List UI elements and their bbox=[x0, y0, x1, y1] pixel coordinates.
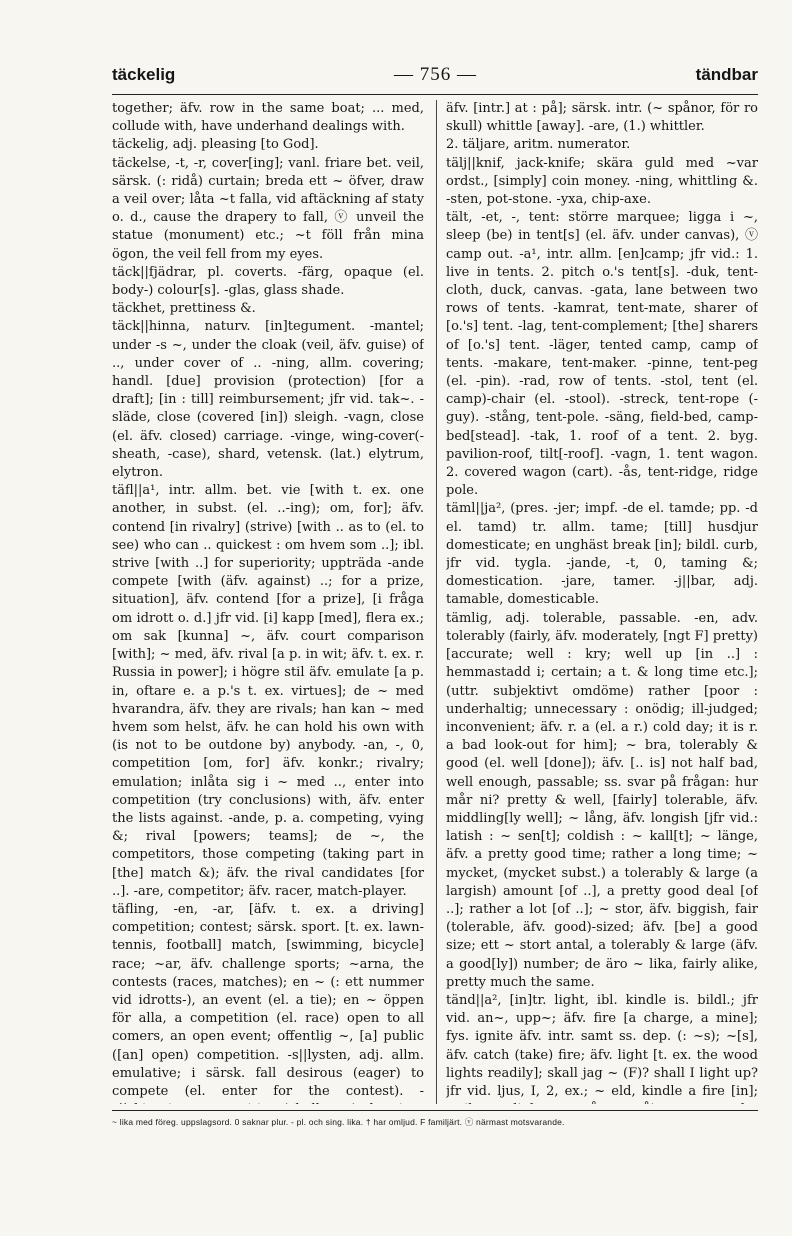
entry-taljknif: tälj||knif, jack-knife; skära guld med ~var ordst., [simply] coin money. -ning, whittling &. -sten, pot-stone. -yxa, chip-axe. bbox=[446, 155, 758, 208]
entry-tafling: täfling, -en, -ar, [äfv. t. ex. a driving] competition; contest; särsk. sport. [t. ex. lawn-tennis, football] match, [swimming, bicycle] race; ~ar, äfv. challenge sports; ~arna, the contests (races, matches); en ~ (: ett nummer vid idrotts-), an event (el. a tie); en ~ öppen för alla, a competition (el. race) open to all comers, an open event; offentlig ~, [a] public ([an] open) competition. -s||lysten, adj. allm. emulative; i särsk. fall desirous (eager) to compete (el. enter for the contest). - bbox=[112, 901, 424, 1099]
abbreviation-legend: ~ lika med föreg. uppslagsord. 0 saknar plur. - pl. och sing. lika. † har omljud. F familjärt. ⓥ närmast motsvarande. bbox=[112, 1117, 565, 1127]
page-header bbox=[112, 62, 758, 88]
entry-tafla: täfl||a¹, intr. allm. bet. vie [with t. ex. one another, in subst. (el. ..-ing); om, for]; äfv. contend [in rivalry] (strive) [with .. as to (el. to see) who can .. quickest : om hvem som ..]; ibl. strive [with ..] for superiority; uppträda -ande compete [with (äfv. against) ..; for a prize, situation], äfv. contend [for a prize], [i fråga om idrott o. d.] jfr vid. [i] kapp [med], flera ex.; om sak [kunna] ~, äfv. court comparison [with]; ~ med, äfv. rival [a p. in wit; äfv. t. ex. r. Russia in power]; i högre stil äfv. emulate [a p. in, oftare e. a p.'s t. ex. virtues]; de ~ med hvarandra, äfv. they are rivals; han kan ~ med hvem som helst, äfv. he can hold his own with (is not to be outdone by) anybody. -an, -, 0, competition [om, for] äfv. konkr.; rivalry; emulation; inlåta sig i ~ med .., enter into competition (try conclusions) with, äfv. enter the lists against. -ande, p. a. competing, vying &; rival [powers; teams]; de ~, the competitors, those competing (taking part in [the] match &); äfv. the rival candidates [for ..]. -are, competitor; äfv. racer, match-player. bbox=[112, 483, 424, 899]
entry-tackhinna: täck||hinna, naturv. [in]tegument. -mantel; under -s ~, under the cloak (veil, äfv. guise) of .., under cover of .. -ning, allm. covering; handl. [due] provision (protection) [for a draft]; [in : till] reimbursement; jfr vid. tak~. -släde, close (covered [in]) sleigh. -vagn, close (el. äfv. closed) carriage. -vinge, wing-cover(-sheath, -case), shard, vetensk. (lat.) elytrum, elytron. bbox=[112, 319, 424, 481]
entry-together: together; äfv. row in the same boat; ... med, collude with, have underhand dealings with. bbox=[112, 101, 424, 135]
entry-tackhet: täckhet, prettiness &. bbox=[112, 301, 256, 317]
entry-taljare: 2. täljare, aritm. numerator. bbox=[446, 137, 631, 153]
header-rule bbox=[112, 94, 758, 95]
page-number: — 756 — bbox=[393, 64, 477, 85]
footer-rule bbox=[112, 1110, 758, 1111]
header-right-guideword: tändbar bbox=[695, 65, 758, 84]
right-column bbox=[446, 100, 758, 1104]
entry-tackfjadrar: täck||fjädrar, pl. coverts. -färg, opaque (el. body-) colour[s]. -glas, glass shade. bbox=[112, 264, 424, 299]
entry-talja-continued: äfv. [intr.] at : på]; särsk. intr. (~ spånor, för ro skull) whittle [away]. -are, (1.) whittler. bbox=[446, 101, 758, 135]
header-left-guideword: täckelig bbox=[112, 65, 176, 84]
entry-talt: tält, -et, -, tent: större marquee; ligga i ~, sleep (be) in tent[s] (el. äfv. under canvas), ⓥ camp out. -a¹, intr. allm. [en]camp; jfr vid.: 1. live in tents. 2. pitch o.'s tent[s]. -duk, tent-cloth, duck, canvas. -gata, lane between two rows of tents. -kamrat, tent-mate, sharer of [o.'s] tent. -lag, tent-complement; [the] sharers of [o.'s] tent. -läger, tented camp, camp of tents. -makare, tent-maker. -pinne, tent-peg (el. -pin). -rad, row of tents. -stol, tent (el. camp)-chair (el. -stool). -streck, tent-rope (-guy). -stång, tent-pole. -säng, field-bed, camp-bed[stead]. -tak, 1. roof of a tent. 2. byg. pavilion-roof, tilt[-roof]. -vagn, 1. tent wagon. 2. covered wagon (cart). -ås, tent-ridge, ridge pole. bbox=[446, 210, 758, 499]
entry-tamja: täml||ja², (pres. -jer; impf. -de el. tamde; pp. -d el. tamd) tr. allm. tame; [till] husdjur domesticate; en unghäst break [in]; bildl. curb, jfr vid. tygla. -jande, -t, 0, taming &; domestication. -jare, tamer. -j||bar, adj. tamable, domesticable. bbox=[446, 501, 758, 608]
entry-tackelig: täckelig, adj. pleasing [to God]. bbox=[112, 137, 319, 153]
entry-tamlig: tämlig, adj. tolerable, passable. -en, adv. tolerably (fairly, äfv. moderately, [ngt F] pretty) [accurate; well : kry; well up [in ..] : hemmastadd i; certain; a t. & long time etc.]; (uttr. subjektivt omdöme) rather [poor : underhaltig; unnecessary : onödig; ill-judged; inconvenient; äfv. r. a (el. a r.) cold day; it is r. a bad look-out for him]; ~ bra, tolerably & good (el. well [done]); äfv. [.. is] not half bad, well enough, passable; ss. svar på frågan: hur mår ni? pretty & well, [fairly] tolerable, äfv. middling[ly well]; ~ lång, äfv. longish [jfr vid.: latish : ~ sen[t]; coldish : ~ kall[t]; ~ länge, äfv. a pretty good time; rather a long time; ~ mycket, (mycket subst.) a tolerably & large (a largish) amount [of ..], a pretty good deal [of ..]; rather a lot [of ..]; ~ stor, äfv. biggish, fair (tolerable, äfv. good)-sized; äfv. [be] a good size; ett ~ stort antal, a tolerably & large (äfv. a good[ly]) number; de äro ~ lika, fairly alike, pretty much the same. bbox=[446, 610, 758, 990]
left-column bbox=[112, 100, 424, 1104]
entry-tackelse: täckelse, -t, -r, cover[ing]; vanl. friare bet. veil, särsk. (: ridå) curtain; breda ett ~ öfver, draw a veil over; låta ~t falla, vid aftäckning af staty o. d., cause the drapery to fall, ⓥ unveil the statue (monument) etc.; ~t föll från mina ögon, the veil fell from my eyes. bbox=[112, 155, 424, 262]
column-divider bbox=[436, 100, 437, 1104]
entry-tanda: tänd||a², [in]tr. light, ibl. kindle is. bildl.; jfr vid. an~, upp~; äfv. fire [a charge, a mine]; fys. ignite äfv. intr. samt ss. dep. (: ~s); ~[s], äfv. catch (take) fire; äfv. light [t. ex. the wood lights readily]; skall jag ~ (F)? shall I light up? jfr vid. ljus, I, 2, ex.; ~ eld, kindle a fire [in]; bbox=[446, 992, 758, 1099]
